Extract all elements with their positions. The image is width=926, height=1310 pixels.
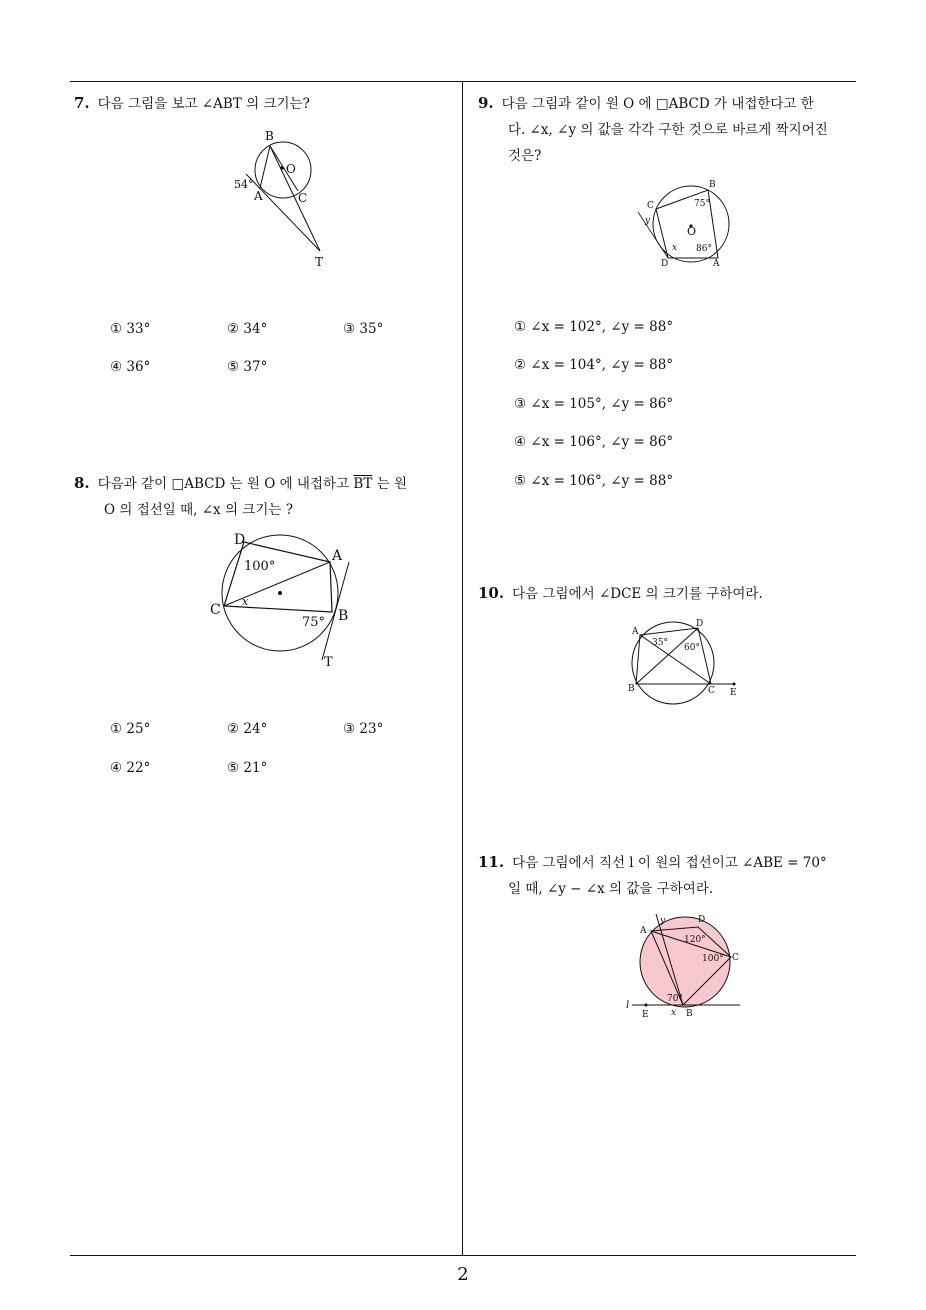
choice-q7-1[interactable]: ① 33°: [110, 321, 151, 337]
question-number: 11.: [478, 853, 505, 871]
page-number: 2: [457, 1264, 469, 1285]
label-e: E: [642, 1010, 649, 1020]
label-t: T: [324, 655, 333, 670]
choice-q8-2[interactable]: ② 24°: [227, 721, 268, 737]
figure-q8: [206, 530, 366, 670]
choice-q9-1[interactable]: ① ∠x = 102°, ∠y = 88°: [514, 319, 674, 335]
question-8: [74, 470, 459, 523]
figure-q9: [636, 178, 736, 273]
label-angle-70: 70°: [667, 994, 683, 1004]
question-10: [478, 580, 863, 607]
choice-q8-4[interactable]: ④ 22°: [110, 760, 151, 776]
question-number: 7.: [74, 94, 90, 112]
figure-q10: [626, 618, 746, 708]
quadrilateral-abcd: [636, 628, 711, 684]
choice-q8-5[interactable]: ⑤ 21°: [227, 760, 268, 776]
label-d: D: [234, 532, 246, 548]
label-c: C: [298, 191, 308, 205]
choice-q7-5[interactable]: ⑤ 37°: [227, 359, 268, 375]
diagonal-ca: [224, 562, 330, 606]
label-b: B: [709, 180, 716, 190]
diagonal-ac: [640, 635, 711, 684]
choice-q7-2[interactable]: ② 34°: [227, 321, 268, 337]
point-e: [733, 683, 736, 686]
circle: [255, 142, 311, 198]
point-e: [645, 1004, 648, 1007]
label-t: T: [315, 255, 324, 269]
label-y: y: [645, 216, 651, 226]
column-divider: [462, 81, 463, 1256]
figure-q7: [228, 128, 338, 268]
choice-q9-5[interactable]: ⑤ ∠x = 106°, ∠y = 88°: [514, 473, 674, 489]
line-ta: [246, 174, 320, 251]
label-angle-100: 100°: [702, 954, 724, 964]
bottom-rule: [70, 1255, 856, 1256]
label-a: A: [713, 259, 720, 269]
label-a: A: [332, 548, 343, 564]
choice-q9-3[interactable]: ③ ∠x = 105°, ∠y = 86°: [514, 396, 674, 412]
label-b: B: [686, 1009, 693, 1019]
question-text: 다음과 같이 □ABCD 는 원 O 에 내접하고: [97, 476, 350, 492]
label-angle-75: 75°: [302, 615, 326, 630]
label-c: C: [732, 953, 739, 963]
label-l: l: [626, 1000, 630, 1011]
question-number: 8.: [74, 474, 90, 492]
question-text: 다음 그림을 보고 ∠ABT 의 크기는?: [97, 96, 310, 112]
question-text: 다음 그림에서 ∠DCE 의 크기를 구하여라.: [512, 586, 763, 602]
label-d: D: [696, 619, 704, 629]
label-a: A: [640, 926, 647, 936]
label-o: O: [687, 225, 697, 238]
choice-q7-4[interactable]: ④ 36°: [110, 359, 151, 375]
label-angle-75: 75°: [694, 199, 710, 209]
question-text: 다음 그림과 같이 원 O 에 □ABCD 가 내접한다고 한: [501, 96, 814, 112]
label-angle-35: 35°: [652, 638, 668, 648]
label-a: A: [632, 627, 639, 637]
label-d: D: [661, 259, 669, 269]
choice-q7-3[interactable]: ③ 35°: [343, 321, 384, 337]
label-x: x: [672, 243, 678, 253]
label-x: x: [671, 1008, 677, 1018]
label-x: x: [242, 595, 249, 608]
question-11: [478, 849, 863, 902]
question-text-line3: 것은?: [508, 148, 542, 164]
label-c: C: [647, 201, 654, 211]
label-b: B: [338, 608, 349, 624]
figure-q11: [622, 912, 746, 1022]
label-c: C: [708, 686, 715, 696]
label-angle-100: 100°: [244, 559, 276, 574]
choice-q8-3[interactable]: ③ 23°: [343, 721, 384, 737]
choice-q9-2[interactable]: ② ∠x = 104°, ∠y = 88°: [514, 357, 674, 373]
question-7: [74, 90, 454, 117]
label-b: B: [628, 684, 635, 694]
segment-bt: $\overline{BT}$: [353, 476, 373, 492]
center-point: [280, 166, 284, 170]
label-angle-60: 60°: [684, 643, 700, 653]
question-text-tail: 는 원: [376, 476, 408, 492]
top-rule: [70, 81, 856, 82]
question-number: 10.: [478, 584, 505, 602]
question-number: 9.: [478, 94, 494, 112]
question-text-line2: O 의 접선일 때, ∠x 의 크기는 ?: [104, 502, 293, 518]
question-text: 다음 그림에서 직선 l 이 원의 접선이고 ∠ABE = 70°: [512, 855, 827, 871]
label-c: C: [210, 602, 221, 618]
label-d: D: [698, 915, 706, 925]
center-point: [278, 591, 282, 595]
quadrilateral-abcd: [224, 542, 332, 612]
question-9: [478, 90, 863, 169]
label-a: A: [254, 189, 263, 203]
label-b: B: [265, 129, 274, 143]
circle: [653, 186, 729, 262]
label-o: O: [286, 162, 296, 176]
choice-q8-1[interactable]: ① 25°: [110, 721, 151, 737]
label-angle-120: 120°: [684, 935, 706, 945]
label-angle: 54°: [234, 178, 254, 191]
question-text-line2: 다. ∠x, ∠y 의 값을 각각 구한 것으로 바르게 짝지어진: [508, 122, 828, 138]
label-e: E: [730, 688, 737, 698]
label-angle-86: 86°: [696, 244, 712, 254]
label-y: y: [660, 916, 666, 926]
question-text-line2: 일 때, ∠y − ∠x 의 값을 구하여라.: [508, 881, 714, 897]
choice-q9-4[interactable]: ④ ∠x = 106°, ∠y = 86°: [514, 434, 674, 450]
diagonal-bd: [636, 628, 698, 684]
